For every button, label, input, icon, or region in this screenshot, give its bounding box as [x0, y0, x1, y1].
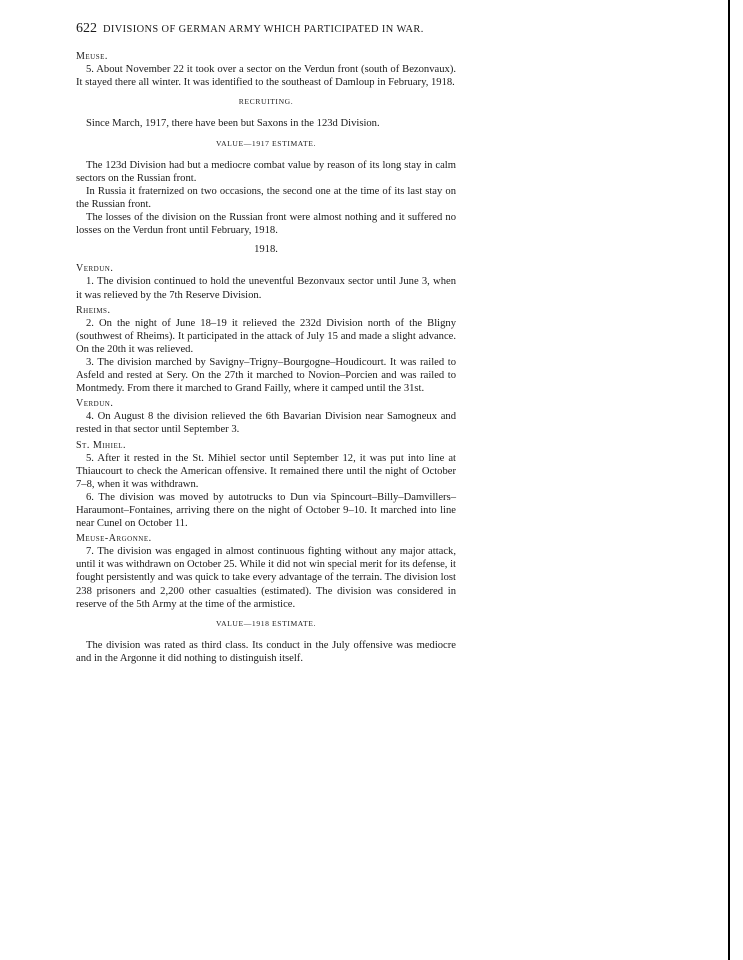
page-number: 622: [76, 21, 97, 36]
paragraph-1918-5: 5. After it rested in the St. Mihiel sector until September 12, it was put into line at Thiaucourt to check the American offensive. It remained there until the night of October 7–8, when it was withdrawn.: [76, 452, 456, 490]
heading-recruiting: RECRUITING.: [238, 97, 294, 107]
heading-value-1917: VALUE—1917 ESTIMATE.: [215, 138, 317, 148]
paragraph-1918-2: 2. On the night of June 18–19 it relieved the 232d Division north of the Bligny (southwest of Rheims). It participated in the attack of July 15 and made a slight advance. On the 20th it was relieved.: [76, 317, 456, 355]
paragraph-1918-6: 6. The division was moved by autotrucks to Dun via Spincourt–Billy–Damvillers–Haraumont–Fontaines, arriving there on the night of October 9–10. It marched into line near Cunel on October 11.: [76, 491, 456, 530]
section-meuse: Meuse.: [76, 51, 108, 63]
paragraph-value-1917-2: In Russia it fraternized on two occasions, the second one at the time of its last stay on the Russian front.: [76, 185, 456, 210]
page-content: [76, 22, 456, 665]
running-title: DIVISIONS OF GERMAN ARMY WHICH PARTICIPATED IN WAR.: [103, 24, 424, 35]
section-meuse-argonne: Meuse-Argonne.: [76, 533, 152, 545]
heading-value-1918: VALUE—1918 ESTIMATE.: [215, 618, 317, 628]
paragraph-value-1917-3: The losses of the division on the Russian front were almost nothing and it suffered no losses on the Verdun front until February, 1918.: [76, 212, 456, 237]
heading-year-1918: 1918.: [254, 244, 278, 256]
paragraph-meuse-5: 5. About November 22 it took over a sector on the Verdun front (south of Bezonvaux). It stayed there all winter. It was identified to the southeast of Damloup in February, 1918.: [76, 64, 456, 89]
paragraph-1918-4: 4. On August 8 the division relieved the 6th Bavarian Division near Samogneux and rested in that sector until September 3.: [76, 411, 456, 436]
paragraph-1918-7: 7. The division was engaged in almost continuous fighting without any major attack, until it was withdrawn on October 25. While it did not win special merit for its defense, it fought persistently and was quick to take every advantage of the terrain. The division lost 238 prisoners and 2,200 other casualties (estimated). The division was considered in reserve of the 5th Army at the time of the armistice.: [76, 546, 456, 610]
section-verdun-2: Verdun.: [76, 398, 114, 410]
paragraph-recruiting: Since March, 1917, there have been but Saxons in the 123d Division.: [86, 118, 380, 130]
section-st-mihiel: St. Mihiel.: [76, 439, 126, 451]
paragraph-1918-1: 1. The division continued to hold the uneventful Bezonvaux sector until June 3, when it was relieved by the 7th Reserve Division.: [76, 276, 456, 301]
section-rheims: Rheims.: [76, 304, 111, 316]
paragraph-1918-3: 3. The division marched by Savigny–Trigny–Bourgogne–Houdicourt. It was railed to Asfeld and rested at Sery. On the 27th it marched to Novion–Porcien and was railed to Montmedy. From there it marched to Grand Failly, where it camped until the 31st.: [76, 356, 456, 395]
section-verdun-1: Verdun.: [76, 263, 114, 275]
running-head: [76, 22, 456, 36]
paragraph-value-1918: The division was rated as third class. Its conduct in the July offensive was mediocre and in the Argonne it did nothing to distinguish itself.: [76, 639, 456, 664]
paragraph-value-1917-1: The 123d Division had but a mediocre combat value by reason of its long stay in calm sectors on the Russian front.: [76, 159, 456, 184]
